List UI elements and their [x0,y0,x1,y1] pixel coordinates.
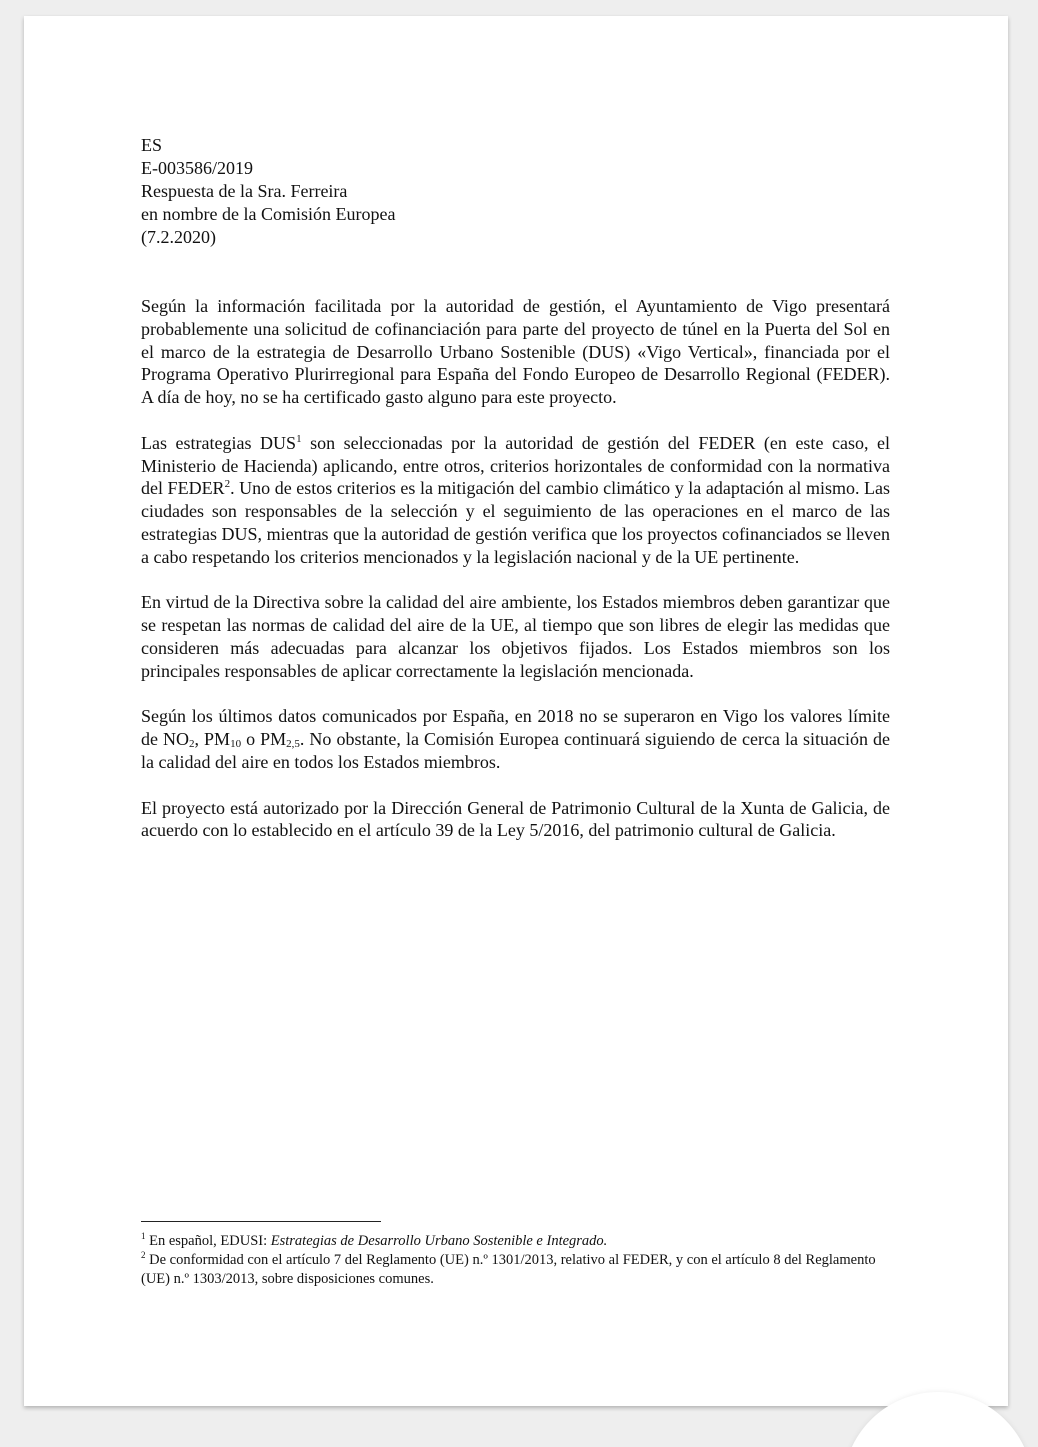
footnote-1-text: En español, EDUSI: [145,1233,271,1249]
paragraph-4 [141,705,890,773]
footnote-1-mark: 1 [141,1231,146,1242]
footnote-ref-1: 1 [296,432,302,445]
document-header [141,134,890,249]
footnote-2-text: De conformidad con el artículo 7 del Reglamento (UE) n.º 1301/2013, relativo al FEDER, y con el artículo 8 del Reglamento (UE) n.º 1303/2013, sobre disposiciones comunes. [141,1252,876,1287]
paragraph-2-part-a: Las estrategias DUS [141,432,297,453]
paragraph-2-part-b: son seleccionadas por la autoridad de gestión del FEDER (en este caso, el Ministerio de Hacienda) aplicando, entre otros, criterios horizontales de conformidad con la normativa del FEDER [141,432,890,499]
language-code: ES [141,135,163,155]
footnote-2-mark: 2 [141,1250,146,1261]
paragraph-4-part-a: Según los últimos datos comunicados por España, en 2018 no se superaron en Vigo los valores límite de NO [141,706,890,750]
footnote-2 [141,1251,881,1289]
answer-date: (7.2.2020) [141,227,216,247]
paragraph-4-part-c: o PM [241,729,287,750]
footnote-1 [141,1232,881,1251]
footnote-divider [141,1221,381,1222]
paragraph-4-part-b: , PM [194,729,231,750]
document-page [24,16,1008,1406]
document-body [141,134,890,865]
on-behalf-line: en nombre de la Comisión Europea [141,204,396,224]
footnotes [141,1221,881,1289]
pm10-subscript: 10 [230,738,242,751]
paragraph-1: Según la información facilitada por la autoridad de gestión, el Ayuntamiento de Vigo presentará probablemente una solicitud de cofinanciación para parte del proyecto de túnel en la Puerta del Sol en el marco de la estrategia de Desarrollo Urbano Sostenible (DUS) «Vigo Vertical», financiada por el Programa Operativo Plurirregional para España del Fondo Europeo de Desarrollo Regional (FEDER). A día de hoy, no se ha certificado gasto alguno para este proyecto. [141,296,890,408]
answer-author: Respuesta de la Sra. Ferreira [141,181,348,201]
paragraph-3: En virtud de la Directiva sobre la calidad del aire ambiente, los Estados miembros deben garantizar que se respetan las normas de calidad del aire de la UE, al tiempo que son libres de elegir las medidas que consideren más adecuadas para alcanzar los objetivos fijados. Los Estados miembros son los principales responsables de aplicar correctamente la legislación mencionada. [141,592,890,681]
paragraph-2-part-c: . Uno de estos criterios es la mitigación del cambio climático y la adaptación al mismo. Las ciudades son responsables de la selección y el seguimiento de las operaciones en el marco de las estrategias DUS, mientras que la autoridad de gestión verifica que los proyectos cofinanciados se lleven a cabo respetando los criterios mencionados y la legislación nacional y de la UE pertinente. [141,478,891,567]
pm25-subscript: 2,5 [286,738,300,751]
paragraph-4-part-d: . No obstante, la Comisión Europea continuará siguiendo de cerca la situación de la calidad del aire en todos los Estados miembros. [141,729,891,772]
paragraph-2 [141,432,890,569]
footnote-1-italic: Estrategias de Desarrollo Urbano Sostenible e Integrado. [270,1233,608,1249]
paragraph-5: El proyecto está autorizado por la Dirección General de Patrimonio Cultural de la Xunta de Galicia, de acuerdo con lo establecido en el artículo 39 de la Ley 5/2016, del patrimonio cultural de Galicia. [141,797,890,841]
no2-subscript: 2 [189,738,195,751]
question-reference: E-003586/2019 [141,158,253,178]
footnote-ref-2: 2 [224,478,231,491]
